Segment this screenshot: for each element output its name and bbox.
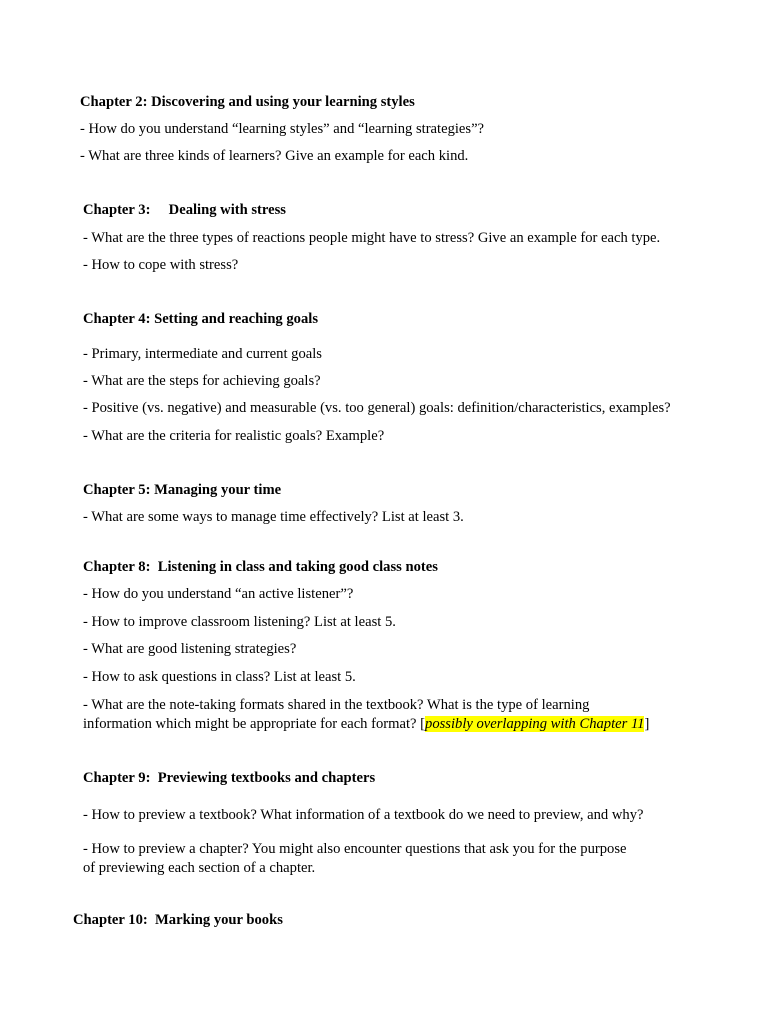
chapter-9-title: : Previewing textbooks and chapters — [145, 770, 376, 786]
chapter-8-question-3: - What are good listening strategies? — [83, 641, 297, 657]
chapter-3-question-2: - How to cope with stress? — [83, 257, 239, 273]
chapter-4-title: Chapter 4: Setting and reaching goals — [83, 311, 319, 327]
chapter-9-question-2-line-2: of previewing each section of a chapter. — [83, 860, 316, 876]
chapter-8-heading — [83, 558, 438, 577]
chapter-3-heading — [83, 201, 286, 220]
note-text: information which might be appropriate for each format? [ — [83, 716, 426, 732]
chapter-10-title: : Marking your books — [142, 912, 283, 928]
chapter-8-question-2: - How to improve classroom listening? List at least 5. — [83, 614, 396, 630]
chapter-8-label: Chapter 8 — [83, 559, 146, 575]
chapter-2-label: Chapter 2 — [80, 94, 143, 110]
highlighted-note: possibly overlapping with Chapter 11 — [425, 716, 645, 732]
chapter-5-question-1: - What are some ways to manage time effectively? List at least 3. — [83, 509, 464, 525]
chapter-2-heading — [80, 93, 415, 112]
chapter-9-question-1: - How to preview a textbook? What information of a textbook do we need to preview, and why? — [83, 807, 644, 823]
chapter-8-question-4: - How to ask questions in class? List at least 5. — [83, 669, 356, 685]
chapter-8-question-1: - How do you understand “an active listener”? — [83, 586, 354, 602]
chapter-4-question-4: - What are the criteria for realistic goals? Example? — [83, 428, 385, 444]
chapter-4-question-3: - Positive (vs. negative) and measurable (vs. too general) goals: definition/characteristics, examples? — [83, 400, 671, 416]
chapter-2-question-1: - How do you understand “learning styles” and “learning strategies”? — [80, 121, 485, 137]
chapter-2-title: : Discovering and using your learning styles — [142, 94, 415, 110]
chapter-2-question-2: - What are three kinds of learners? Give an example for each kind. — [80, 148, 469, 164]
chapter-4-question-1: - Primary, intermediate and current goals — [83, 346, 322, 362]
chapter-3-title: : Dealing with stress — [145, 202, 286, 218]
chapter-8-title: : Listening in class and taking good class notes — [145, 559, 438, 575]
note-bracket-close: ] — [644, 716, 650, 732]
chapter-9-question-2-line-1: - How to preview a chapter? You might also encounter questions that ask you for the purpose — [83, 841, 627, 857]
chapter-4-heading — [83, 310, 318, 329]
chapter-5-title: Chapter 5: Managing your time — [83, 482, 282, 498]
chapter-4-question-2: - What are the steps for achieving goals? — [83, 373, 321, 389]
chapter-10-heading — [73, 911, 283, 930]
chapter-8-question-5-line-1: - What are the note-taking formats shared in the textbook? What is the type of learning — [83, 697, 590, 713]
chapter-3-label: Chapter 3 — [83, 202, 146, 218]
chapter-8-question-5-line-2 — [83, 715, 649, 734]
chapter-5-heading — [83, 481, 281, 500]
chapter-3-question-1: - What are the three types of reactions people might have to stress? Give an example for each type. — [83, 230, 661, 246]
chapter-9-heading — [83, 769, 375, 788]
chapter-9-label: Chapter 9 — [83, 770, 146, 786]
chapter-10-label: Chapter 10 — [73, 912, 143, 928]
